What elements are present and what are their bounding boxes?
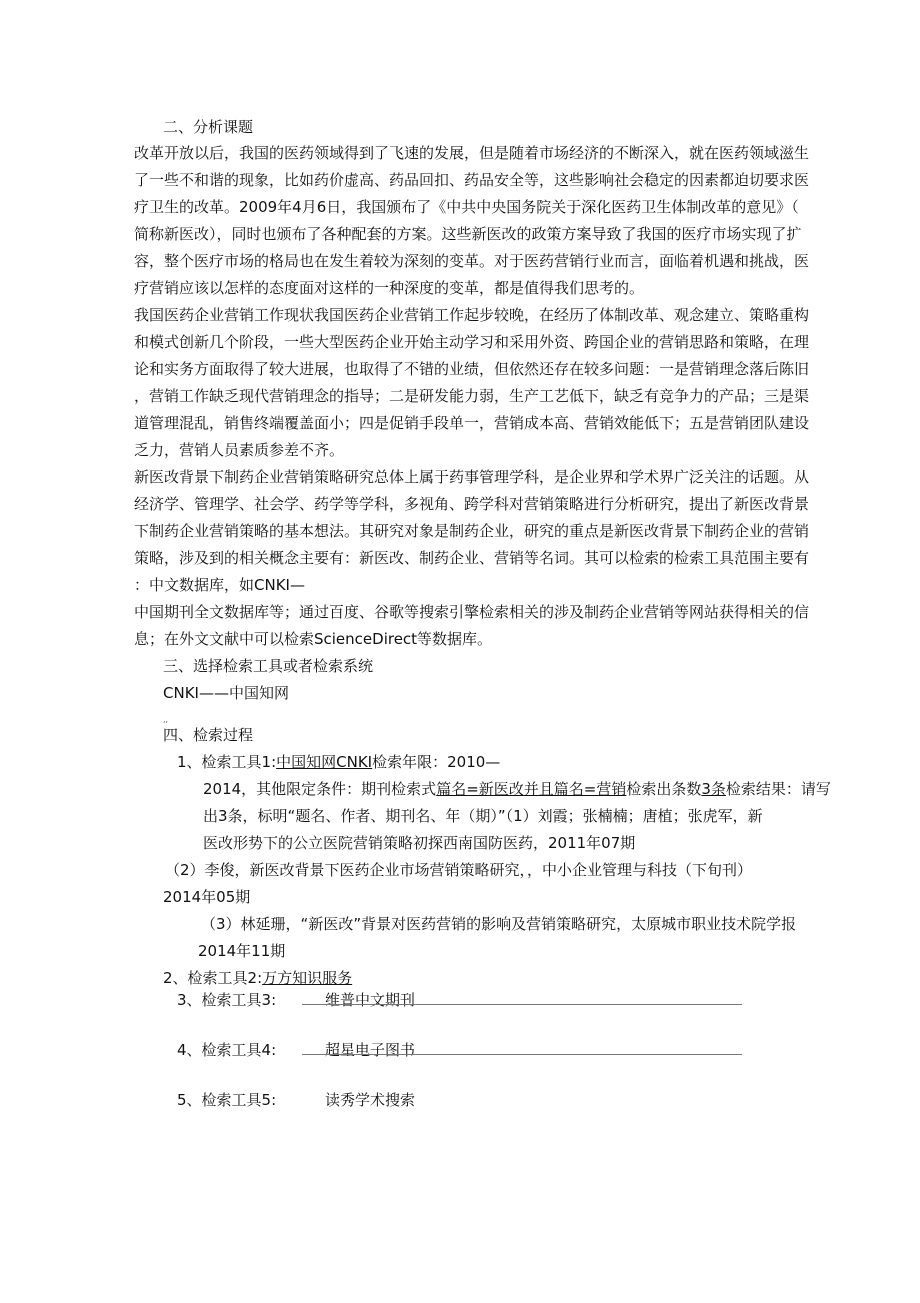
search-tool-1-line [177,752,500,772]
search-tool-2-line [163,968,352,988]
result-line: 2014年11期 [198,942,286,960]
search-tool-1-prefix: 1、检索工具1: [177,753,277,771]
paragraph-line: 和模式创新几个阶段，一些大型医药企业开始主动学习和采用外资、跨国企业的营销思路和策略，在理 [134,333,810,351]
search-tool-2-name: 万方知识服务 [262,969,353,987]
search-years-end: 2014，其他限定条件：期刊检索式 [203,780,437,798]
result-line: （2）李俊，新医改背景下医药企业市场营销策略研究，，中小企业管理与科技（下旬刊） [165,861,753,879]
fill-line [302,1004,742,1005]
search-years-label: 检索年限：2010— [372,753,501,771]
paragraph-line: 了一些不和谐的现象，比如药价虚高、药品回扣、药品安全等，这些影响社会稳定的因素都迫切要求医 [134,171,810,189]
search-count: 3条 [701,780,726,798]
search-tool-3-prefix: 3、检索工具3: [177,991,277,1009]
section-heading-tools: 三、选择检索工具或者检索系统 [163,657,374,675]
paragraph-line: 简称新医改），同时也颁布了各种配套的方案。这些新医改的政策方案导致了我国的医疗市场实现了扩 [134,225,802,243]
fill-line [302,1054,742,1055]
result-line: 2014年05期 [163,888,251,906]
paragraph-line: 策略，涉及到的相关概念主要有：新医改、制药企业、营销等名词。其可以检索的检索工具范围主要有 [134,549,810,567]
paragraph-line: 乏力，营销人员素质参差不齐。 [134,441,345,459]
paragraph-line: 我国医药企业营销工作现状我国医药企业营销工作起步较晚，在经历了体制改革、观念建立、策略重构 [134,306,810,324]
search-tool-4-name: 超星电子图书 [325,1041,416,1059]
paragraph-line: 改革开放以后，我国的医药领域得到了飞速的发展，但是随着市场经济的不断深入，就在医药领域滋生 [134,144,810,162]
paragraph-line: ：中文数据库，如CNKI— [134,576,305,594]
search-count-label: 检索出条数 [626,780,702,798]
paragraph-line: 道管理混乱，销售终端覆盖面小；四是促销手段单一，营销成本高、营销效能低下；五是营销团队建设 [134,414,810,432]
stray-mark: ,, [163,715,169,724]
section-heading-process: 四、检索过程 [163,726,254,744]
search-tool-5-name: 读秀学术搜索 [325,1091,416,1109]
paragraph-line: 中国期刊全文数据库等；通过百度、谷歌等搜索引擎检索相关的涉及制药企业营销等网站获得相关的信 [134,603,810,621]
paragraph-line: 疗卫生的改革。2009年4月6日，我国颁布了《中共中央国务院关于深化医药卫生体制改革的意见》（ [134,198,799,216]
paragraph-line: ，营销工作缺乏现代营销理念的指导；二是研发能力弱，生产工艺低下，缺乏有竞争力的产品；三是渠 [134,387,810,405]
search-tool-1-name: 中国知网CNKI [276,753,373,771]
paragraph-line: 论和实务方面取得了较大进展，也取得了不错的业绩，但依然还存在较多问题：一是营销理念落后陈旧 [134,360,810,378]
paragraph-line: 经济学、管理学、社会学、药学等学科，多视角、跨学科对营销策略进行分析研究，提出了新医改背景 [134,495,810,513]
result-line: （3）林延珊，“新医改”背景对医药营销的影响及营销策略研究，太原城市职业技术院学报 [201,915,797,933]
section-heading-analysis: 二、分析课题 [163,118,254,136]
search-tool-5-prefix: 5、检索工具5: [177,1091,277,1109]
paragraph-line: 新医改背景下制药企业营销策略研究总体上属于药事管理学科，是企业界和学术界广泛关注的话题。从 [134,468,810,486]
tool-cnki: CNKI——中国知网 [163,684,289,702]
paragraph-line: 息；在外文文献中可以检索ScienceDirect等数据库。 [134,630,493,648]
search-tool-3-name: 维普中文期刊 [325,991,416,1009]
search-result-label: 检索结果：请写 [725,780,831,798]
paragraph-line: 容，整个医疗市场的格局也在发生着较为深刻的变革。对于医药营销行业而言，面临着机遇和挑战，医 [134,252,810,270]
result-line: 医改形势下的公立医院营销策略初探西南国防医药，2011年07期 [203,834,636,852]
search-tool-1-conditions [203,779,831,799]
search-expression: 篇名=新医改并且篇名=营销 [436,780,627,798]
paragraph-line: 下制药企业营销策略的基本想法。其研究对象是制药企业，研究的重点是新医改背景下制药企业的营销 [134,522,810,540]
search-tool-4-prefix: 4、检索工具4: [177,1041,277,1059]
paragraph-line: 疗营销应该以怎样的态度面对这样的一种深度的变革，都是值得我们思考的。 [134,279,645,297]
search-tool-2-prefix: 2、检索工具2: [163,969,263,987]
result-line: 出3条，标明“题名、作者、期刊名、年（期）”（1）刘霞；张楠楠；唐植；张虎军，新 [203,807,763,825]
